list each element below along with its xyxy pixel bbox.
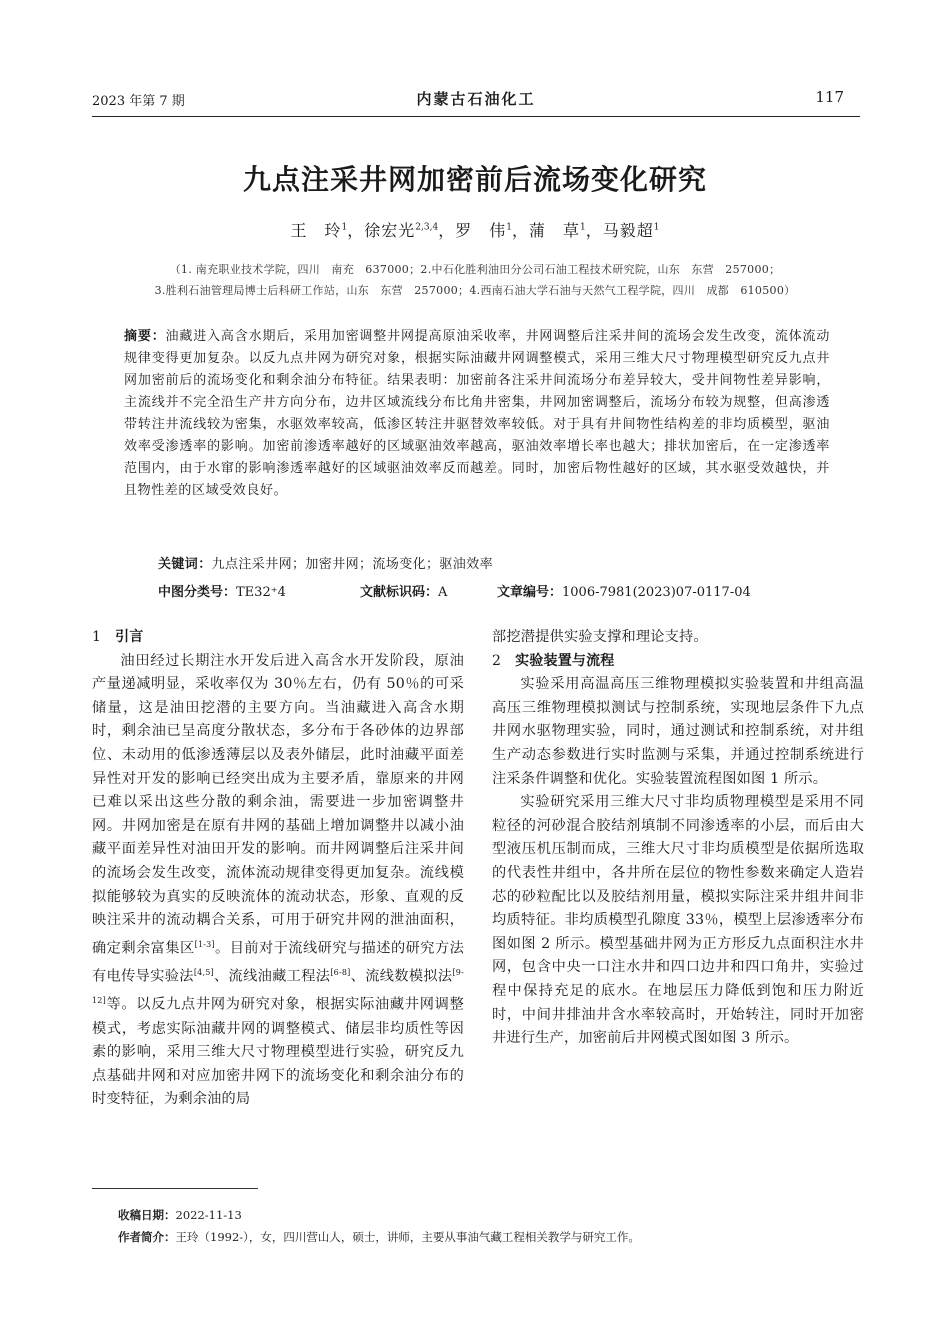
author-affil-mark: 1 bbox=[506, 222, 512, 233]
citation: [9-12] bbox=[92, 968, 464, 1006]
section-number: 1 bbox=[92, 629, 102, 645]
bio-value: 王玲（1992-），女，四川营山人，硕士，讲师，主要从事油气藏工程相关教学与研究工作。 bbox=[175, 1230, 640, 1244]
paragraph-text: 、流线数模拟法 bbox=[350, 968, 453, 985]
doc-code-label: 文献标识码： bbox=[360, 585, 439, 600]
keywords-label: 关键词： bbox=[158, 557, 212, 572]
page-number: 117 bbox=[815, 88, 844, 106]
paragraph: 部挖潜提供实验支撑和理论支持。 bbox=[492, 629, 708, 645]
citation: [1-3] bbox=[194, 939, 215, 949]
paragraph: 实验采用高温高压三维物理模拟实验装置和井组高温高压三维物理模拟测试与控制系统，实现地层条件下九点井网水驱物理实验，同时，通过测试和控制系统，对井组生产动态参数进行实时监测与采集，并通过控制系统进行注采条件调整和优化。实验装置流程图如图 1 所示。 bbox=[492, 676, 864, 787]
section-title: 实验装置与流程 bbox=[515, 652, 615, 669]
doc-code-value: A bbox=[438, 585, 448, 600]
article-number bbox=[497, 581, 751, 600]
author-name: 徐宏光 bbox=[364, 221, 416, 240]
author-list bbox=[0, 218, 950, 241]
paragraph-text: 等。以反九点井网为研究对象，根据实际油藏井网调整模式，考虑实际油藏井网的调整模式、储层非均质性等因素的影响，采用三维大尺寸物理模型进行实验，研究反九点基础井网和对应加密井网下的流场变化和剩余油分布的时变特征，为剩余油的局 bbox=[92, 997, 464, 1108]
received-label: 收稿日期： bbox=[118, 1208, 176, 1222]
citation: [6-8] bbox=[330, 968, 351, 978]
author-affil-mark: 2,3,4 bbox=[415, 222, 439, 233]
journal-name: 内蒙古石油化工 bbox=[416, 90, 536, 108]
author-separator: ， bbox=[511, 221, 529, 240]
abstract-label: 摘要： bbox=[124, 329, 166, 344]
paragraph-text: 油田经过长期注水开发后进入高含水开发阶段，原油产量递减明显，采收率仅为 30％左右，仍有 50％的可采储量，这是油田挖潜的主要方向。当油藏进入高含水期时，剩余油已呈高度分散状态，多分布于各砂体的边界部位、未动用的低渗透薄层以及表外储层，此时油藏平面差异性对开发的影响已经突出成为主要矛盾，靠原来的井网已难以采出这些分散的剩余油，需要进一步加密调整井网。井网加密是在原有井网的基础上增加调整井以减小油藏平面差异性对油田开发的影响。而井网调整后注采井间的流场会发生改变，流体流动规律变得更加复杂。流线模拟能够较为真实的反映流体的流动状态，形象、直观的反映注采井的流动耦合关系，可用于研究井网的泄油面积，确定剩余富集区 bbox=[92, 652, 464, 957]
document-code bbox=[360, 581, 447, 600]
article-number-label: 文章编号： bbox=[497, 585, 563, 600]
section-heading bbox=[92, 626, 464, 650]
clc-label: 中图分类号： bbox=[158, 585, 237, 600]
citation: [4,5] bbox=[193, 968, 214, 978]
bio-label: 作者简介： bbox=[118, 1230, 176, 1244]
author-name: 马毅超 bbox=[602, 221, 654, 240]
received-date bbox=[118, 1207, 242, 1223]
header-divider bbox=[92, 116, 860, 117]
keywords-text: 九点注采井网；加密井网；流场变化；驱油效率 bbox=[211, 557, 494, 572]
author-name: 蒲 草 bbox=[528, 221, 580, 240]
author-separator: ， bbox=[585, 221, 603, 240]
section-heading bbox=[492, 650, 864, 674]
author-name: 罗 伟 bbox=[455, 221, 507, 240]
author-bio bbox=[118, 1229, 640, 1245]
body-column-left bbox=[92, 626, 464, 1112]
paragraph-text: 、流线油藏工程法 bbox=[213, 968, 331, 985]
paragraph-text: 。目前对于流线研究与描述的研究方法有电传导实验法 bbox=[92, 940, 465, 985]
article-number-value: 1006-7981(2023)07-0117-04 bbox=[562, 585, 751, 600]
running-header bbox=[92, 86, 860, 116]
paragraph: 实验研究采用三维大尺寸非均质物理模型是采用不同粒径的河砂混合胶结剂填制不同渗透率的小层，而后由大型液压机压制而成，三维大尺寸非均质模型是依据所选取的代表性井组中，各井所在层位的物性参数来确定人造岩芯的砂粒配比以及胶结剂用量，模拟实际注采井组井间非均质特征。非均质模型孔隙度 33％，模型上层渗透率分布图如图 2 所示。模型基础井网为正方形反九点面积注水井网，包含中央一口注水井和四口边井和四口角井，实验过程中保持充足的底水。在地层压力降低到饱和压力附近时，中间井排油井含水率较高时，开始转注，同时开加密井进行生产，加密前后井网模式图如图 3 所示。 bbox=[492, 794, 864, 1047]
body-column-right bbox=[492, 626, 864, 1051]
clc-value: TE32⁺4 bbox=[236, 585, 286, 600]
section-title: 引言 bbox=[115, 629, 144, 645]
issue-label: 2023 年第 7 期 bbox=[92, 94, 185, 109]
footnote-divider bbox=[92, 1188, 258, 1189]
affiliation-line: 3.胜利石油管理局博士后科研工作站，山东 东营 257000；4.西南石油大学石油与天然气工程学院，四川 成都 610500） bbox=[154, 284, 796, 297]
section-number: 2 bbox=[492, 652, 502, 669]
clc-number bbox=[158, 581, 286, 600]
abstract-text: 油藏进入高含水期后，采用加密调整井网提高原油采收率，井网调整后注采井间的流场会发生改变，流体流动规律变得更加复杂。以反九点井网为研究对象，根据实际油藏井网调整模式，采用三维大尺寸物理模型研究反九点井网加密前后的流场变化和剩余油分布特征。结果表明：加密前各注采井间流场分布差异较大，受井间物性差异影响，主流线并不完全沿生产井方向分布，边井区域流线分布比角井密集，井网加密调整后，流场分布较为规整，但高渗透带转注井流线较为密集，水驱效率较高，低渗区转注井驱替效率较低。对于具有井间物性结构差的非均质模型，驱油效率受渗透率的影响。加密前渗透率越好的区域驱油效率越高，驱油效率增长率也越大；排状加密后，在一定渗透率范围内，由于水窜的影响渗透率越好的区域驱油效率反而越差。同时，加密后物性越好的区域，其水驱受效越快，并且物性差的区域受效良好。 bbox=[124, 329, 830, 498]
author-affil-mark: 1 bbox=[653, 222, 660, 233]
abstract bbox=[124, 326, 830, 502]
author-affil-mark: 1 bbox=[579, 222, 586, 233]
received-value: 2022-11-13 bbox=[175, 1208, 242, 1222]
affiliation-line: （1. 南充职业技术学院，四川 南充 637000；2.中石化胜利油田分公司石油工程技术研究院，山东 东营 257000； bbox=[169, 263, 781, 276]
author-affil-mark: 1 bbox=[341, 222, 348, 233]
author-separator: ， bbox=[438, 221, 456, 240]
author-separator: ， bbox=[347, 221, 365, 240]
author-name: 王 玲 bbox=[290, 221, 342, 240]
keywords bbox=[158, 553, 838, 572]
paragraph bbox=[92, 650, 464, 1112]
paper-title: 九点注采井网加密前后流场变化研究 bbox=[242, 163, 707, 196]
